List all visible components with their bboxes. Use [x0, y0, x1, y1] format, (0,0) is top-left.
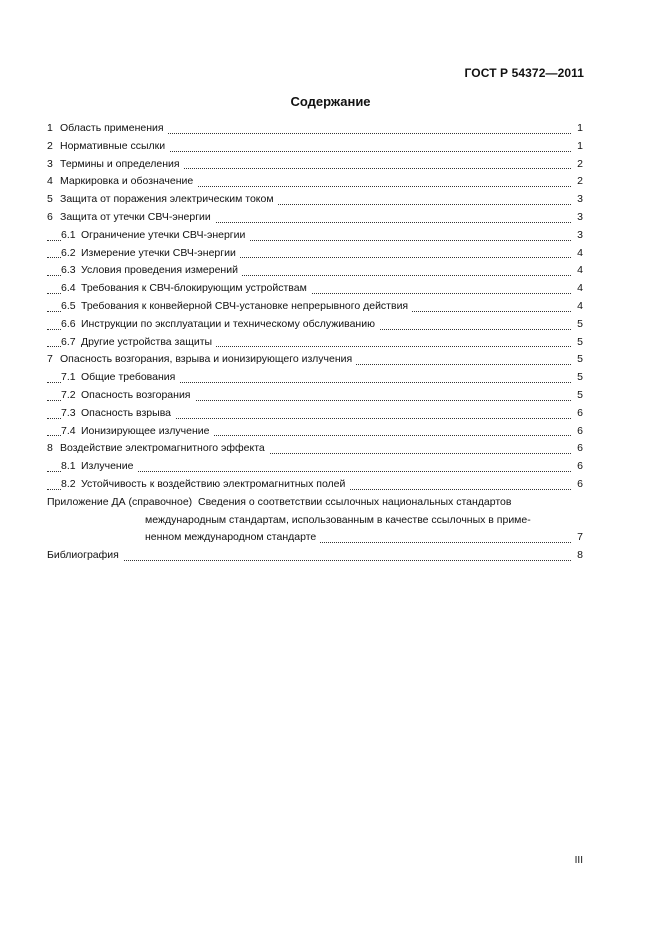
page-ref: 5: [572, 316, 583, 334]
entry-title: Требования к конвейерной СВЧ-установке непрерывного действия: [81, 299, 409, 312]
appendix-line-1: Сведения о соответствии ссылочных национальных стандартов: [198, 495, 512, 508]
entry-title: Опасность возгорания, взрыва и ионизирующего излучения: [60, 353, 353, 366]
entry-title: Другие устройства защиты: [81, 335, 213, 348]
page-ref: 2: [572, 173, 583, 191]
page-ref: 6: [572, 458, 583, 476]
page-ref: 5: [572, 387, 583, 405]
entry-title: Инструкции по эксплуатации и техническому обслуживанию: [81, 317, 375, 330]
page-ref: 6: [572, 440, 583, 458]
toc-entry[interactable]: [47, 387, 583, 405]
entry-number: 7.2: [61, 388, 76, 401]
toc-entry[interactable]: [47, 369, 583, 387]
toc-entry[interactable]: [47, 245, 583, 263]
page-ref: 3: [572, 191, 583, 209]
toc-entry[interactable]: [47, 227, 583, 245]
page-ref: 4: [572, 245, 583, 263]
page-ref: 3: [572, 209, 583, 227]
entry-title: Библиография: [47, 549, 123, 561]
entry-title: Ионизирующее излучение: [81, 424, 210, 437]
page-ref: 6: [572, 476, 583, 494]
entry-title: Термины и определения: [60, 157, 180, 170]
page-ref: 2: [572, 156, 583, 174]
entry-title: Ограничение утечки СВЧ-энергии: [81, 228, 246, 241]
page-ref: 3: [572, 227, 583, 245]
page-ref: 5: [572, 351, 583, 369]
entry-number: 8: [47, 442, 53, 455]
page-ref: 5: [572, 334, 583, 352]
appendix-line-2: международным стандартам, использованным в качестве ссылочных в приме-: [145, 513, 531, 526]
entry-title: Защита от поражения электрическим током: [60, 193, 274, 206]
page-ref: 6: [572, 423, 583, 441]
toc-entry[interactable]: [47, 298, 583, 316]
entry-number: 6.5: [61, 299, 76, 312]
entry-title: Общие требования: [81, 371, 176, 384]
toc-entry[interactable]: [47, 209, 583, 227]
entry-number: 8.2: [61, 477, 76, 490]
document-code: ГОСТ Р 54372—2011: [464, 66, 584, 80]
toc-entry[interactable]: [47, 262, 583, 280]
entry-title: Защита от утечки СВЧ-энергии: [60, 210, 211, 223]
entry-number: 7.3: [61, 406, 76, 419]
entry-title: Нормативные ссылки: [60, 139, 166, 152]
entry-title: Область применения: [60, 122, 164, 134]
toc-entry[interactable]: [47, 316, 583, 334]
entry-title: Опасность возгорания: [81, 388, 191, 401]
page-ref: 4: [572, 280, 583, 298]
page-ref: 4: [572, 298, 583, 316]
entry-title: Устойчивость к воздействию электромагнитных полей: [81, 477, 346, 490]
page-ref: 4: [572, 262, 583, 280]
toc-entry[interactable]: [47, 191, 583, 209]
entry-title: Условия проведения измерений: [81, 264, 238, 277]
entry-title: Требования к СВЧ-блокирующим устройствам: [81, 282, 307, 295]
entry-number: 7: [47, 353, 53, 366]
appendix-label: Приложение ДА (справочное): [47, 495, 193, 508]
entry-title: Воздействие электромагнитного эффекта: [60, 442, 265, 455]
entry-number: 6.2: [61, 246, 76, 259]
page-ref: 7: [572, 529, 583, 547]
toc-entry[interactable]: [47, 280, 583, 298]
toc-entry[interactable]: [47, 458, 583, 476]
entry-number: 6: [47, 210, 53, 223]
page-title: Содержание: [290, 94, 371, 109]
toc-entry[interactable]: [47, 440, 583, 458]
entry-number: 1: [47, 122, 53, 134]
toc-entry[interactable]: [47, 173, 583, 191]
table-of-contents: [47, 120, 583, 565]
toc-entry[interactable]: [47, 351, 583, 369]
toc-entry[interactable]: [47, 334, 583, 352]
page-ref: 8: [572, 547, 583, 565]
entry-number: 6.3: [61, 264, 76, 277]
entry-number: 6.4: [61, 282, 76, 295]
entry-title: Измерение утечки СВЧ-энергии: [81, 246, 236, 259]
page-ref: 5: [572, 369, 583, 387]
toc-entry[interactable]: [47, 156, 583, 174]
entry-number: 7.4: [61, 424, 76, 437]
page-ref: 6: [572, 405, 583, 423]
page-number: III: [574, 855, 583, 866]
entry-title: Маркировка и обозначение: [60, 175, 194, 188]
toc-entry[interactable]: [47, 138, 583, 156]
entry-number: 3: [47, 157, 53, 170]
entry-number: 2: [47, 139, 53, 152]
appendix-entry[interactable]: [47, 494, 583, 547]
toc-entry[interactable]: [47, 120, 583, 138]
toc-entry[interactable]: [47, 405, 583, 423]
toc-entry[interactable]: [47, 423, 583, 441]
entry-title: Излучение: [81, 460, 134, 473]
toc-entry[interactable]: [47, 476, 583, 494]
entry-number: 7.1: [61, 371, 76, 384]
entry-number: 4: [47, 175, 53, 188]
entry-number: 6.7: [61, 335, 76, 348]
entry-number: 5: [47, 193, 53, 206]
entry-title: Опасность взрыва: [81, 406, 171, 419]
page-ref: 1: [572, 120, 583, 138]
appendix-line-3: ненном международном стандарте: [145, 531, 320, 543]
entry-number: 8.1: [61, 460, 76, 473]
bibliography-entry[interactable]: [47, 547, 583, 565]
page-ref: 1: [572, 138, 583, 156]
entry-number: 6.1: [61, 228, 76, 241]
entry-number: 6.6: [61, 317, 76, 330]
dot-leader: [47, 560, 583, 561]
